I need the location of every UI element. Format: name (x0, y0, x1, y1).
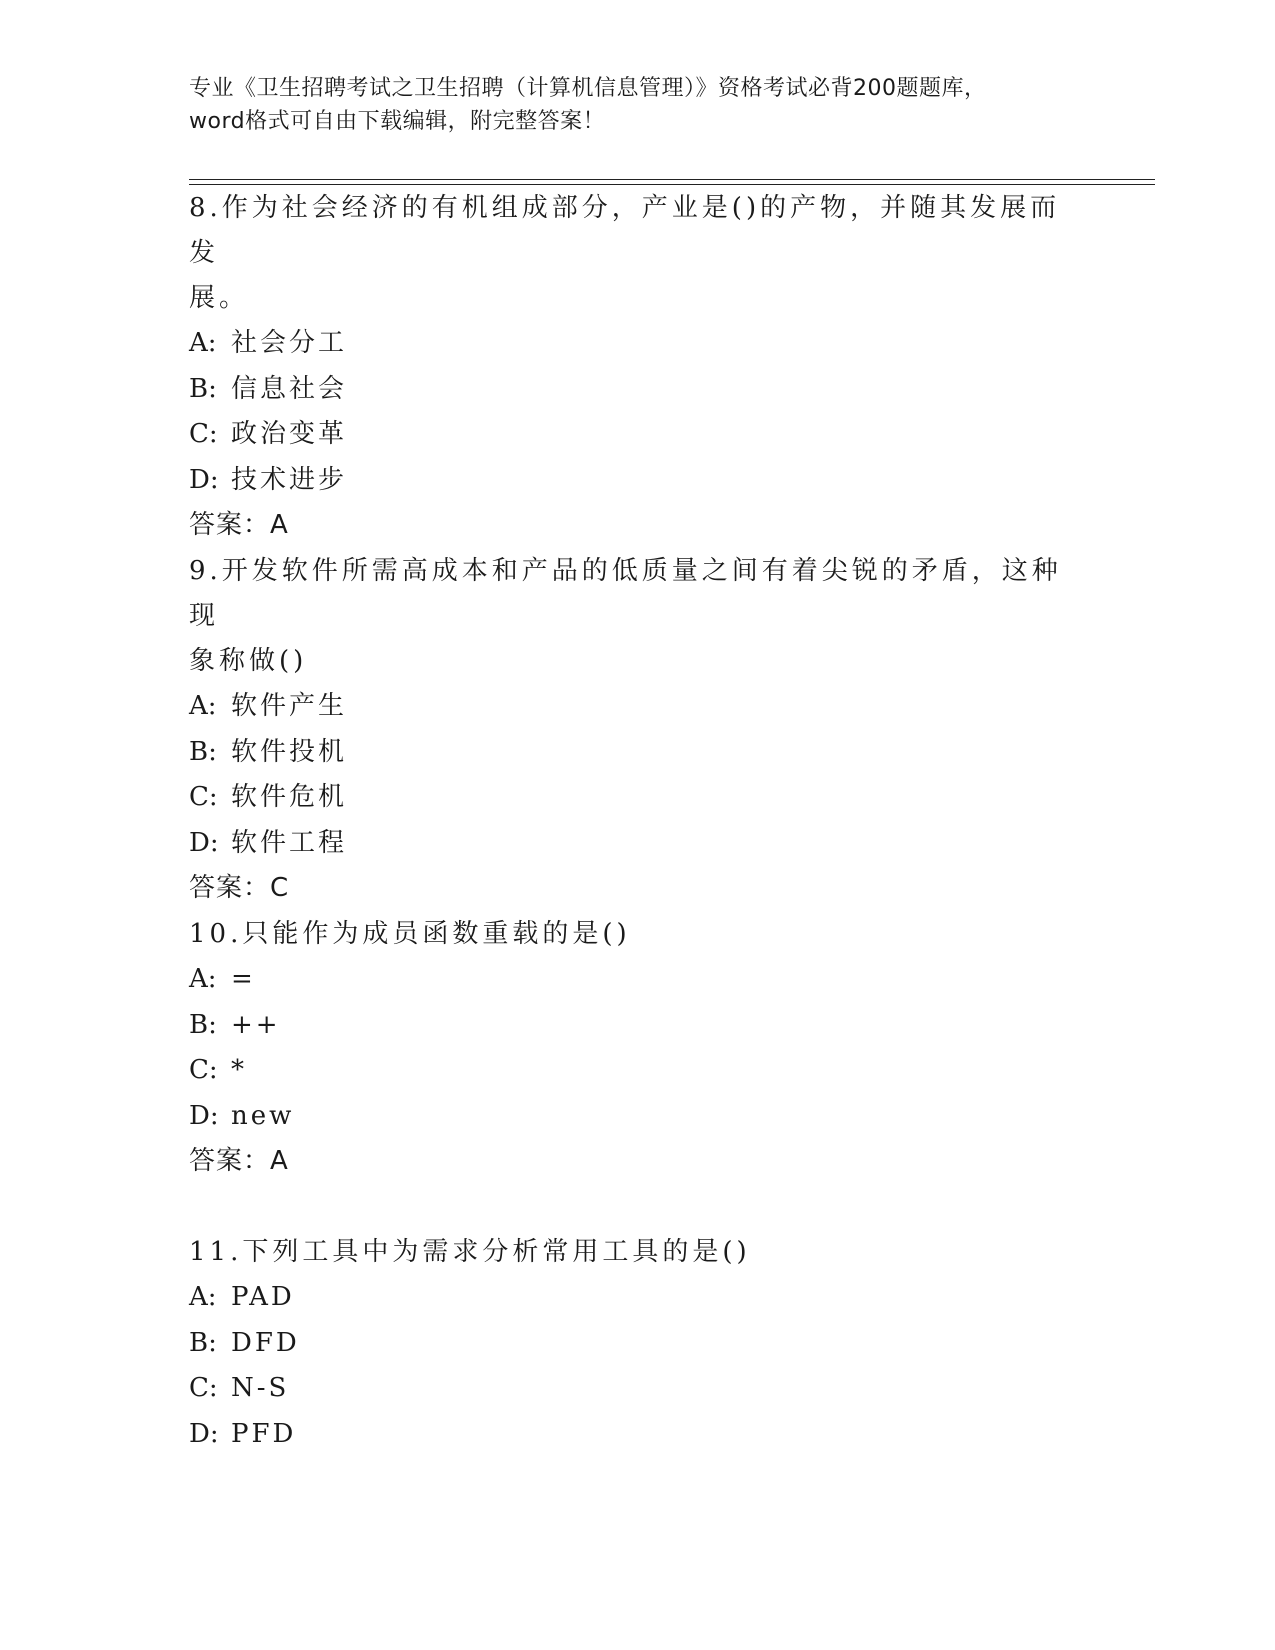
option-letter: B: (189, 1327, 217, 1358)
option-text: PAD (231, 1282, 295, 1312)
option-text: 软件工程 (231, 827, 348, 858)
question-stem-line: 11.下列工具中为需求分析常用工具的是() (189, 1237, 751, 1267)
header-title-line-2: word格式可自由下载编辑，附完整答案！ (189, 109, 606, 134)
question-stem-line: 10.只能作为成员函数重载的是() (189, 919, 631, 949)
option-letter: D: (189, 464, 219, 495)
option-d (189, 1412, 1069, 1458)
option-text: 软件产生 (231, 691, 348, 721)
option-text: 技术进步 (231, 464, 348, 495)
question-stem-line: 8.作为社会经济的有机组成部分，产业是()的产物，并随其发展而发 (189, 193, 1061, 268)
option-letter: A: (189, 328, 217, 358)
option-d (189, 821, 1069, 867)
question-8 (189, 186, 1069, 548)
question-10 (189, 912, 1069, 1184)
option-letter: A: (189, 1282, 217, 1312)
option-text: ++ (231, 1009, 281, 1040)
question-stem-line: 9.开发软件所需高成本和产品的低质量之间有着尖锐的矛盾，这种现 (189, 556, 1062, 631)
option-text: 软件投机 (231, 736, 348, 767)
answer-line: 答案：C (189, 873, 290, 903)
option-text: = (231, 964, 256, 994)
option-letter: D: (189, 1100, 219, 1131)
option-a (189, 321, 1069, 367)
question-stem-line: 象称做() (189, 646, 308, 676)
option-c (189, 775, 1069, 821)
option-letter: C: (189, 1055, 218, 1085)
option-d (189, 1094, 1069, 1140)
option-letter: B: (189, 736, 217, 767)
option-letter: C: (189, 1373, 218, 1403)
option-b (189, 1003, 1069, 1049)
option-text: N-S (231, 1373, 290, 1403)
option-c (189, 412, 1069, 458)
option-text: 社会分工 (231, 328, 348, 358)
answer-line: 答案：A (189, 1146, 289, 1176)
option-text: 软件危机 (231, 782, 348, 812)
option-b (189, 367, 1069, 413)
option-letter: A: (189, 691, 217, 721)
question-9 (189, 549, 1069, 911)
header-title-line-1: 专业《卫生招聘考试之卫生招聘（计算机信息管理）》资格考试必背200题题库， (189, 76, 987, 101)
question-stem (189, 549, 1069, 684)
option-text: DFD (231, 1327, 300, 1358)
option-letter: D: (189, 827, 219, 858)
option-letter: B: (189, 1009, 217, 1040)
option-text: 信息社会 (231, 373, 348, 404)
option-c (189, 1366, 1069, 1412)
question-stem (189, 1230, 1069, 1275)
option-a (189, 1275, 1069, 1321)
question-11 (189, 1230, 1069, 1457)
option-text: new (231, 1100, 295, 1131)
option-c (189, 1048, 1069, 1094)
document-header (189, 72, 1089, 138)
option-letter: C: (189, 419, 218, 449)
option-b (189, 730, 1069, 776)
option-text: * (231, 1055, 247, 1085)
answer-line: 答案：A (189, 510, 289, 540)
option-letter: D: (189, 1418, 219, 1449)
option-text: 政治变革 (231, 419, 348, 449)
question-stem (189, 912, 1069, 957)
question-stem-line: 展。 (189, 283, 250, 313)
option-d (189, 458, 1069, 504)
header-divider-top (189, 179, 1155, 180)
header-divider-bottom (189, 184, 1155, 185)
option-letter: A: (189, 964, 217, 994)
option-text: PFD (231, 1418, 297, 1449)
option-b (189, 1321, 1069, 1367)
option-a (189, 957, 1069, 1003)
option-a (189, 684, 1069, 730)
option-letter: C: (189, 782, 218, 812)
option-letter: B: (189, 373, 217, 404)
question-stem (189, 186, 1069, 321)
